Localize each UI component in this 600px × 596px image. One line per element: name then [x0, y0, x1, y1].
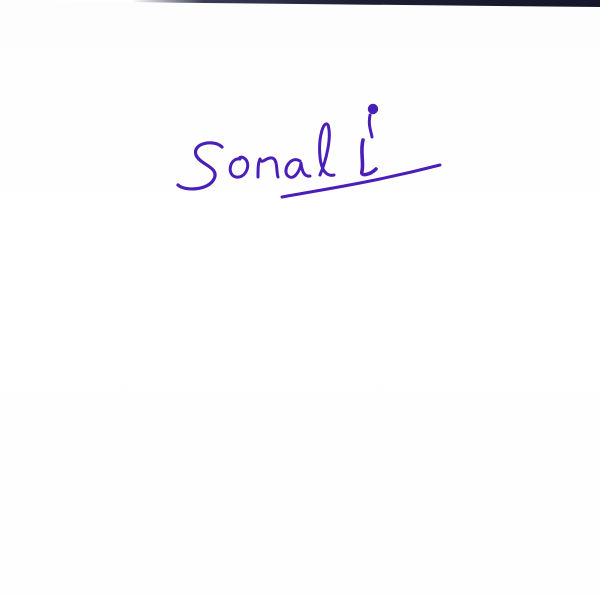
signature-letter-n	[258, 158, 278, 177]
signature-strokes	[178, 105, 440, 197]
signature-letter-i	[362, 140, 376, 175]
signature-i-stem-top	[369, 115, 372, 137]
signature-letter-a	[286, 160, 310, 178]
signature-i-dot	[369, 105, 377, 113]
handwritten-signature	[170, 95, 450, 205]
signature-text	[0, 0, 1, 1]
signature-letter-l	[320, 124, 334, 175]
signature-letter-s	[178, 143, 222, 189]
signature-letter-o	[230, 157, 247, 177]
paper-top-edge	[0, 0, 600, 7]
